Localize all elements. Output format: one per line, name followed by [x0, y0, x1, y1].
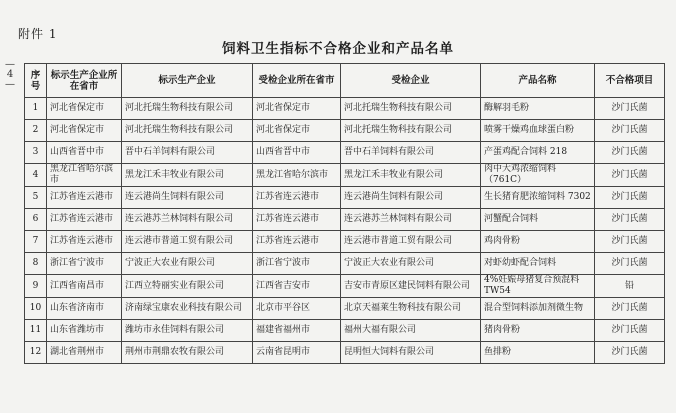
cell-inspected-province: 江苏省连云港市 — [253, 231, 341, 253]
table-row — [25, 164, 665, 187]
cell-seq: 3 — [25, 142, 47, 164]
cell-inspected-enterprise: 河北托瑞生物科技有限公司 — [341, 120, 481, 142]
cell-inspected-province: 江苏省连云港市 — [253, 209, 341, 231]
cell-inspected-enterprise: 宁波正大农业有限公司 — [341, 253, 481, 275]
cell-labeled-province: 黑龙江省哈尔滨市 — [47, 164, 122, 187]
cell-labeled-province: 河北省保定市 — [47, 120, 122, 142]
cell-fail-item: 沙门氏菌 — [595, 164, 665, 187]
cell-inspected-enterprise: 福州大福有限公司 — [341, 320, 481, 342]
cell-labeled-enterprise: 荆州市荆鼎农牧有限公司 — [122, 342, 253, 364]
table-row — [25, 187, 665, 209]
table-row — [25, 142, 665, 164]
cell-product: 河蟹配合饲料 — [481, 209, 595, 231]
table-row — [25, 342, 665, 364]
cell-seq: 8 — [25, 253, 47, 275]
annex-label: 附件 1 — [18, 27, 58, 41]
cell-inspected-enterprise: 连云港苏兰林饲料有限公司 — [341, 209, 481, 231]
cell-labeled-province: 江西省南昌市 — [47, 275, 122, 298]
cell-labeled-enterprise: 河北托瑞生物科技有限公司 — [122, 120, 253, 142]
cell-product: 对虾幼虾配合饲料 — [481, 253, 595, 275]
page-mark-dash-top: — — [5, 59, 15, 70]
cell-labeled-enterprise: 连云港苏兰林饲料有限公司 — [122, 209, 253, 231]
header-labeled-enterprise: 标示生产企业 — [122, 64, 253, 98]
header-fail-item: 不合格项目 — [595, 64, 665, 98]
cell-fail-item: 铅 — [595, 275, 665, 298]
page-mark-dash-bottom: — — [5, 79, 15, 90]
header-product: 产品名称 — [481, 64, 595, 98]
cell-labeled-enterprise: 河北托瑞生物科技有限公司 — [122, 98, 253, 120]
header-inspected-enterprise: 受检企业 — [341, 64, 481, 98]
cell-product: 酶解羽毛粉 — [481, 98, 595, 120]
cell-fail-item: 沙门氏菌 — [595, 142, 665, 164]
cell-inspected-enterprise: 黑龙江禾丰牧业有限公司 — [341, 164, 481, 187]
document-title: 饲料卫生指标不合格企业和产品名单 — [222, 41, 454, 57]
cell-fail-item: 沙门氏菌 — [595, 98, 665, 120]
cell-product: 4%妊娠母猪复合预混料 TW54 — [481, 275, 595, 298]
cell-seq: 5 — [25, 187, 47, 209]
cell-fail-item: 沙门氏菌 — [595, 231, 665, 253]
cell-fail-item: 沙门氏菌 — [595, 209, 665, 231]
cell-product: 猪肉骨粉 — [481, 320, 595, 342]
page-number-mark — [4, 60, 16, 90]
table-row — [25, 209, 665, 231]
table-row — [25, 120, 665, 142]
cell-fail-item: 沙门氏菌 — [595, 342, 665, 364]
table-row — [25, 231, 665, 253]
cell-seq: 1 — [25, 98, 47, 120]
cell-seq: 11 — [25, 320, 47, 342]
cell-fail-item: 沙门氏菌 — [595, 187, 665, 209]
cell-inspected-enterprise: 连云港市普道工贸有限公司 — [341, 231, 481, 253]
header-seq: 序号 — [25, 64, 47, 98]
cell-labeled-province: 山东省济南市 — [47, 298, 122, 320]
cell-inspected-province: 河北省保定市 — [253, 120, 341, 142]
cell-labeled-province: 江苏省连云港市 — [47, 187, 122, 209]
cell-inspected-province: 黑龙江省哈尔滨市 — [253, 164, 341, 187]
cell-seq: 7 — [25, 231, 47, 253]
header-inspected-province: 受检企业所在省市 — [253, 64, 341, 98]
noncompliant-enterprise-table — [24, 63, 665, 364]
table-row — [25, 253, 665, 275]
cell-seq: 12 — [25, 342, 47, 364]
cell-inspected-enterprise: 连云港尚生饲料有限公司 — [341, 187, 481, 209]
cell-seq: 6 — [25, 209, 47, 231]
cell-inspected-province: 江苏省连云港市 — [253, 187, 341, 209]
cell-product: 喷雾干燥鸡血球蛋白粉 — [481, 120, 595, 142]
cell-seq: 2 — [25, 120, 47, 142]
cell-labeled-enterprise: 江西立特丽实业有限公司 — [122, 275, 253, 298]
cell-labeled-enterprise: 连云港尚生饲料有限公司 — [122, 187, 253, 209]
cell-inspected-enterprise: 河北托瑞生物科技有限公司 — [341, 98, 481, 120]
cell-seq: 10 — [25, 298, 47, 320]
cell-inspected-province: 河北省保定市 — [253, 98, 341, 120]
cell-fail-item: 沙门氏菌 — [595, 253, 665, 275]
cell-fail-item: 沙门氏菌 — [595, 298, 665, 320]
cell-labeled-enterprise: 宁波正大农业有限公司 — [122, 253, 253, 275]
cell-inspected-enterprise: 昆明恒大饲料有限公司 — [341, 342, 481, 364]
cell-labeled-province: 山东省潍坊市 — [47, 320, 122, 342]
cell-labeled-enterprise: 济南绿宝康农业科技有限公司 — [122, 298, 253, 320]
table-row — [25, 320, 665, 342]
cell-inspected-province: 云南省昆明市 — [253, 342, 341, 364]
cell-inspected-enterprise: 晋中石羊饲料有限公司 — [341, 142, 481, 164]
cell-product: 鱼排粉 — [481, 342, 595, 364]
cell-labeled-province: 浙江省宁波市 — [47, 253, 122, 275]
table-row — [25, 298, 665, 320]
cell-inspected-enterprise: 北京天福莱生物科技有限公司 — [341, 298, 481, 320]
table-row — [25, 275, 665, 298]
cell-fail-item: 沙门氏菌 — [595, 320, 665, 342]
cell-inspected-province: 浙江省宁波市 — [253, 253, 341, 275]
cell-seq: 9 — [25, 275, 47, 298]
cell-inspected-province: 山西省晋中市 — [253, 142, 341, 164]
cell-product: 生长猪育肥浓缩饲料 7302 — [481, 187, 595, 209]
cell-inspected-province: 福建省福州市 — [253, 320, 341, 342]
cell-labeled-enterprise: 黑龙江禾丰牧业有限公司 — [122, 164, 253, 187]
cell-product: 产蛋鸡配合饲料 218 — [481, 142, 595, 164]
cell-product: 肉中大鸡浓缩饲料（761C） — [481, 164, 595, 187]
cell-labeled-enterprise: 晋中石羊饲料有限公司 — [122, 142, 253, 164]
table-row — [25, 98, 665, 120]
cell-labeled-enterprise: 连云港市普道工贸有限公司 — [122, 231, 253, 253]
cell-labeled-province: 江苏省连云港市 — [47, 231, 122, 253]
cell-seq: 4 — [25, 164, 47, 187]
cell-labeled-province: 山西省晋中市 — [47, 142, 122, 164]
cell-labeled-enterprise: 潍坊市永佳饲料有限公司 — [122, 320, 253, 342]
cell-labeled-province: 江苏省连云港市 — [47, 209, 122, 231]
cell-labeled-province: 河北省保定市 — [47, 98, 122, 120]
page-mark-number: 4 — [6, 69, 14, 80]
cell-inspected-enterprise: 吉安市青原区建民饲料有限公司 — [341, 275, 481, 298]
cell-labeled-province: 湖北省荆州市 — [47, 342, 122, 364]
header-labeled-province: 标示生产企业所在省市 — [47, 64, 122, 98]
cell-fail-item: 沙门氏菌 — [595, 120, 665, 142]
cell-product: 混合型饲料添加剂微生物 — [481, 298, 595, 320]
cell-inspected-province: 江西省吉安市 — [253, 275, 341, 298]
cell-product: 鸡肉骨粉 — [481, 231, 595, 253]
table-header-row — [25, 64, 665, 98]
cell-inspected-province: 北京市平谷区 — [253, 298, 341, 320]
